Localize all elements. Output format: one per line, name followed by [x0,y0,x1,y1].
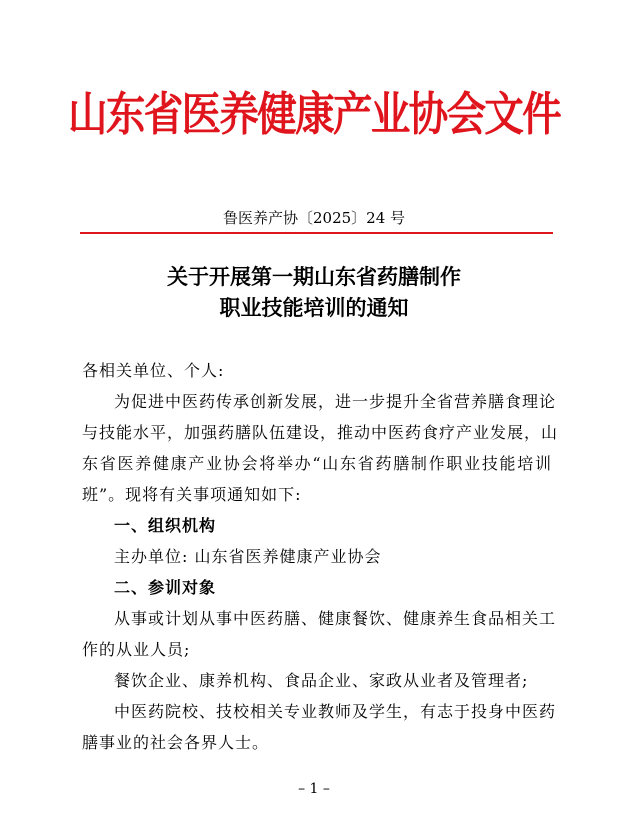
section-heading-organization: 一、组织机构 [114,516,217,535]
paragraph-line: 中医药院校、技校相关专业教师及学生，有志于投身中医药 [114,702,557,721]
page-number: – 1 – [298,781,330,797]
notice-title-line-1: 关于开展第一期山东省药膳制作 [167,264,461,289]
paragraph-line: 与技能水平，加强药膳队伍建设，推动中医药食疗产业发展，山 [82,423,559,442]
paragraph-line: 餐饮企业、康养机构、食品企业、家政从业者及管理者; [114,671,529,690]
org-header-title: 山东省医养健康产业协会文件 [68,87,560,141]
section-heading-participants: 二、参训对象 [114,578,217,597]
paragraph-line: 班”。现将有关事项通知如下: [82,485,302,504]
paragraph-line: 为促进中医药传承创新发展，进一步提升全省营养膳食理论 [114,392,557,411]
paragraph-line: 作的从业人员; [82,640,191,659]
paragraph-line: 从事或计划从事中医药膳、健康餐饮、健康养生食品相关工 [114,609,557,628]
notice-title-line-2: 职业技能培训的通知 [219,295,409,320]
salutation: 各相关单位、个人: [82,361,225,380]
organizer-text: 主办单位: 山东省医养健康产业协会 [114,547,382,566]
red-divider-line [80,232,553,234]
document-number: 鲁医养产协〔2025〕24 号 [222,209,406,227]
paragraph-line: 东省医养健康产业协会将举办“山东省药膳制作职业技能培训 [82,454,552,473]
paragraph-line: 膳事业的社会各界人士。 [82,733,270,752]
